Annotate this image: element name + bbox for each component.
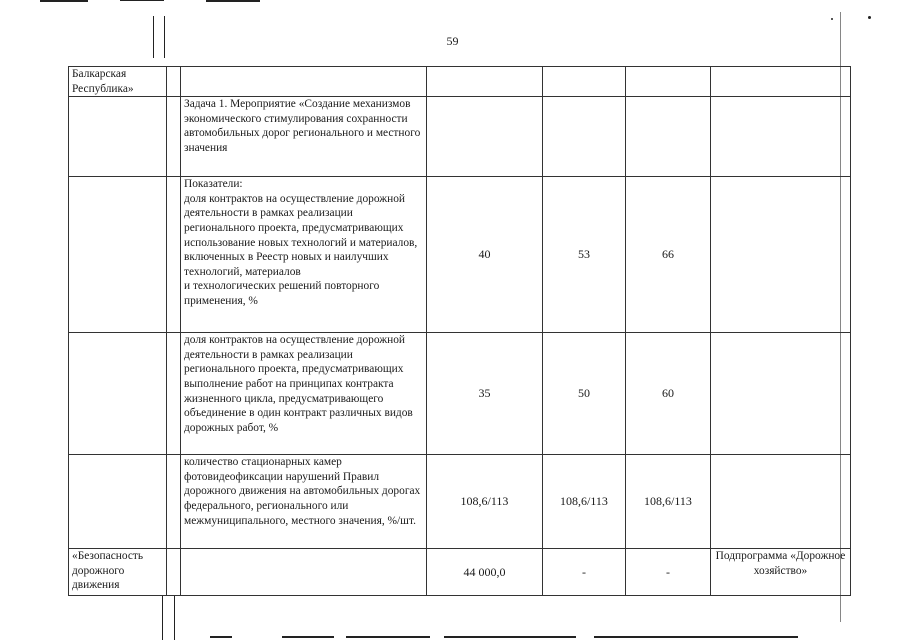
region-cell: Балкарская Республика»	[69, 67, 167, 97]
description-cell: количество стационарных камер фотовидеофиксации нарушений Правил дорожного движения на автомобильных дорогах федерального, регионального или межмуниципального, местного значения, %/шт.	[181, 455, 427, 549]
value-cell: 35	[427, 333, 543, 455]
table-row	[69, 67, 851, 97]
value-cell: 66	[626, 177, 711, 333]
description-cell: Показатели: доля контрактов на осуществление дорожной деятельности в рамках реализации регионального проекта, предусматривающих использование новых технологий и материалов, включенных в Реестр новых и наилучших технологий, материалов и технологических решений повторного применения, %	[181, 177, 427, 333]
value-cell: -	[626, 549, 711, 596]
scan-mark-bottom-5	[594, 636, 798, 638]
value-cell	[626, 97, 711, 177]
scan-mark-top-left-2	[120, 0, 164, 1]
note-cell	[711, 455, 851, 549]
scan-line-vertical-bottom-1	[162, 596, 163, 640]
scan-mark-bottom-4	[444, 636, 576, 638]
scan-mark-top-left-3	[206, 0, 260, 2]
region-cell	[69, 333, 167, 455]
scan-mark-top-left-1	[40, 0, 88, 2]
table-row	[69, 333, 851, 455]
region-cell	[69, 97, 167, 177]
note-cell: Подпрограмма «Дорожное хозяйство»	[711, 549, 851, 596]
spacer-cell	[167, 455, 181, 549]
value-cell: 50	[543, 333, 626, 455]
spacer-cell	[167, 177, 181, 333]
scan-mark-bottom-1	[210, 636, 232, 638]
value-cell	[543, 97, 626, 177]
spacer-cell	[167, 97, 181, 177]
note-cell	[711, 67, 851, 97]
table-row	[69, 177, 851, 333]
note-cell	[711, 97, 851, 177]
spacer-cell	[167, 67, 181, 97]
scan-line-vertical-bottom-2	[174, 596, 175, 640]
scan-dot	[868, 16, 871, 19]
spacer-cell	[167, 549, 181, 596]
scan-dot	[831, 18, 833, 20]
value-cell: 44 000,0	[427, 549, 543, 596]
scan-mark-bottom-2	[282, 636, 334, 638]
description-cell	[181, 67, 427, 97]
value-cell	[427, 97, 543, 177]
value-cell: 60	[626, 333, 711, 455]
region-cell	[69, 177, 167, 333]
description-cell: Задача 1. Мероприятие «Создание механизмов экономического стимулирования сохранности автомобильных дорог регионального и местного значения	[181, 97, 427, 177]
note-cell	[711, 177, 851, 333]
region-cell	[69, 455, 167, 549]
value-cell: -	[543, 549, 626, 596]
table-row	[69, 455, 851, 549]
value-cell: 108,6/113	[626, 455, 711, 549]
table-row	[69, 97, 851, 177]
table-row	[69, 549, 851, 596]
data-table	[68, 66, 851, 596]
scan-mark-bottom-3	[346, 636, 430, 638]
value-cell: 53	[543, 177, 626, 333]
value-cell	[543, 67, 626, 97]
value-cell: 108,6/113	[543, 455, 626, 549]
note-cell	[711, 333, 851, 455]
value-cell: 40	[427, 177, 543, 333]
spacer-cell	[167, 333, 181, 455]
value-cell: 108,6/113	[427, 455, 543, 549]
value-cell	[427, 67, 543, 97]
page-number: 59	[446, 34, 459, 48]
region-cell: «Безопасность дорожного движения	[69, 549, 167, 596]
description-cell: доля контрактов на осуществление дорожной деятельности в рамках реализации регионального проекта, предусматривающих выполнение работ на принципах контракта жизненного цикла, предусматривающего объединение в один контракт различных видов дорожных работ, %	[181, 333, 427, 455]
value-cell	[626, 67, 711, 97]
description-cell	[181, 549, 427, 596]
